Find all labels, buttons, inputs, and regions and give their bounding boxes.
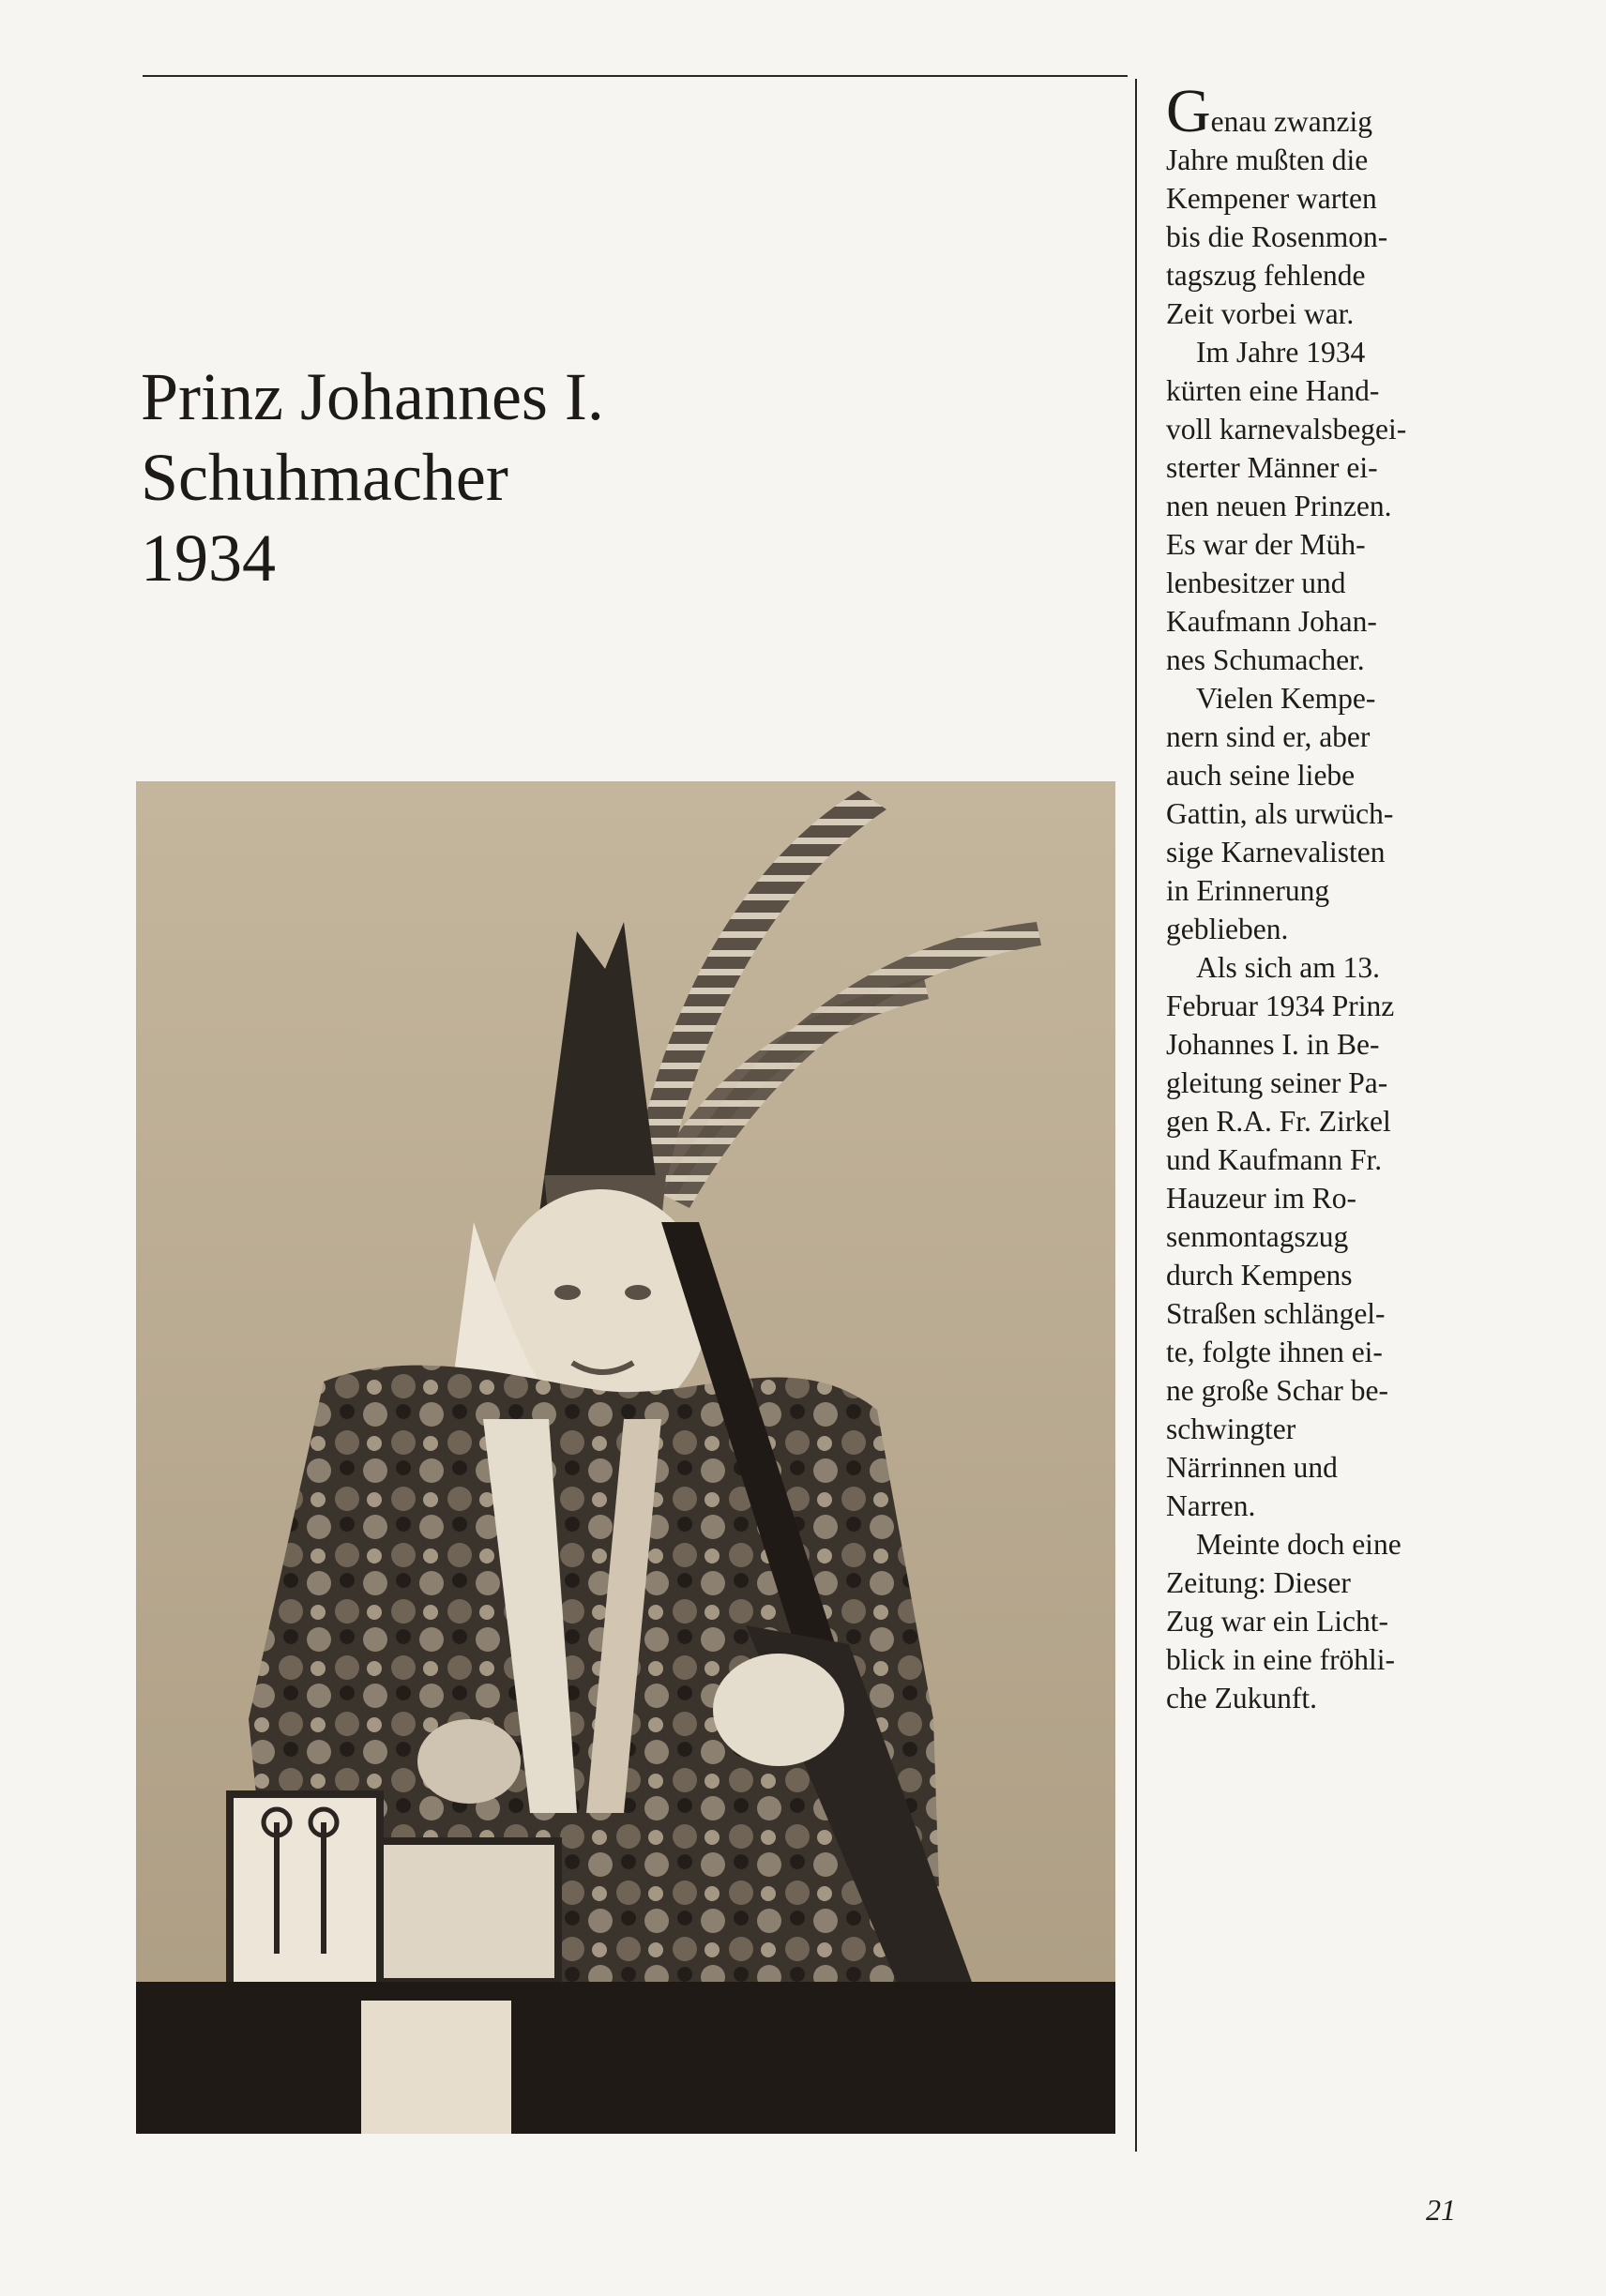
paragraph-1 — [1166, 77, 1438, 333]
line: Hauzeur im Ro- — [1166, 1182, 1356, 1215]
page-number: 21 — [1426, 2193, 1456, 2227]
line: und Kaufmann Fr. — [1166, 1143, 1383, 1176]
portrait-photo-illustration — [136, 781, 1115, 2134]
line: Im Jahre 1934 — [1196, 336, 1366, 369]
line: auch seine liebe — [1166, 759, 1356, 792]
line: Narren. — [1166, 1489, 1256, 1522]
line: Gattin, als urwüch- — [1166, 797, 1394, 830]
line: te, folgte ihnen ei- — [1166, 1336, 1383, 1368]
column-divider — [1135, 79, 1137, 2152]
line: nes Schumacher. — [1166, 643, 1365, 676]
line: kürten eine Hand- — [1166, 374, 1380, 407]
paragraph-3 — [1166, 679, 1438, 948]
line: in Erinnerung — [1166, 874, 1330, 907]
top-rule — [143, 75, 1128, 77]
line: tagszug fehlende — [1166, 259, 1366, 292]
line: Jahre mußten die — [1166, 144, 1369, 176]
page-title — [141, 356, 985, 598]
line: nen neuen Prinzen. — [1166, 490, 1392, 522]
paragraph-2 — [1166, 333, 1438, 679]
line: Straßen schlängel- — [1166, 1297, 1386, 1330]
line: che Zukunft. — [1166, 1682, 1317, 1714]
line: Zeit vorbei war. — [1166, 297, 1355, 330]
title-line-1: Prinz Johannes I. — [141, 359, 604, 434]
line: Zug war ein Licht- — [1166, 1605, 1389, 1638]
paragraph-4 — [1166, 948, 1438, 1525]
line: geblieben. — [1166, 913, 1289, 945]
line: schwingter — [1166, 1412, 1296, 1445]
line: sterter Männer ei- — [1166, 451, 1378, 484]
line: ne große Schar be- — [1166, 1374, 1389, 1407]
line: gen R.A. Fr. Zirkel — [1166, 1105, 1391, 1138]
line: Zeitung: Dieser — [1166, 1566, 1351, 1599]
line: senmontagszug — [1166, 1220, 1349, 1253]
line: Meinte doch eine — [1196, 1528, 1401, 1561]
line: Februar 1934 Prinz — [1166, 989, 1395, 1022]
line: Johannes I. in Be- — [1166, 1028, 1380, 1061]
line: Es war der Müh- — [1166, 528, 1366, 561]
paragraph-5 — [1166, 1525, 1438, 1717]
line: lenbesitzer und — [1166, 566, 1346, 599]
line: Als sich am 13. — [1196, 951, 1380, 984]
title-line-2: Schuhmacher — [141, 440, 508, 515]
line: sige Karnevalisten — [1166, 836, 1386, 869]
line: durch Kempens — [1166, 1259, 1353, 1292]
line: voll karnevalsbegei- — [1166, 413, 1407, 446]
line: gleitung seiner Pa- — [1166, 1066, 1388, 1099]
line: Vielen Kempe- — [1196, 682, 1376, 715]
article-text — [1166, 77, 1438, 1717]
line: Kempener warten — [1166, 182, 1377, 215]
line: Kaufmann Johan- — [1166, 605, 1377, 638]
portrait-photo — [136, 781, 1115, 2134]
drop-cap: G — [1166, 77, 1211, 145]
line: blick in eine fröhli- — [1166, 1643, 1396, 1676]
title-line-3: 1934 — [141, 521, 276, 596]
line: bis die Rosenmon- — [1166, 220, 1388, 253]
line: Närrinnen und — [1166, 1451, 1338, 1484]
line: nern sind er, aber — [1166, 720, 1371, 753]
line: enau zwanzig — [1210, 105, 1372, 138]
